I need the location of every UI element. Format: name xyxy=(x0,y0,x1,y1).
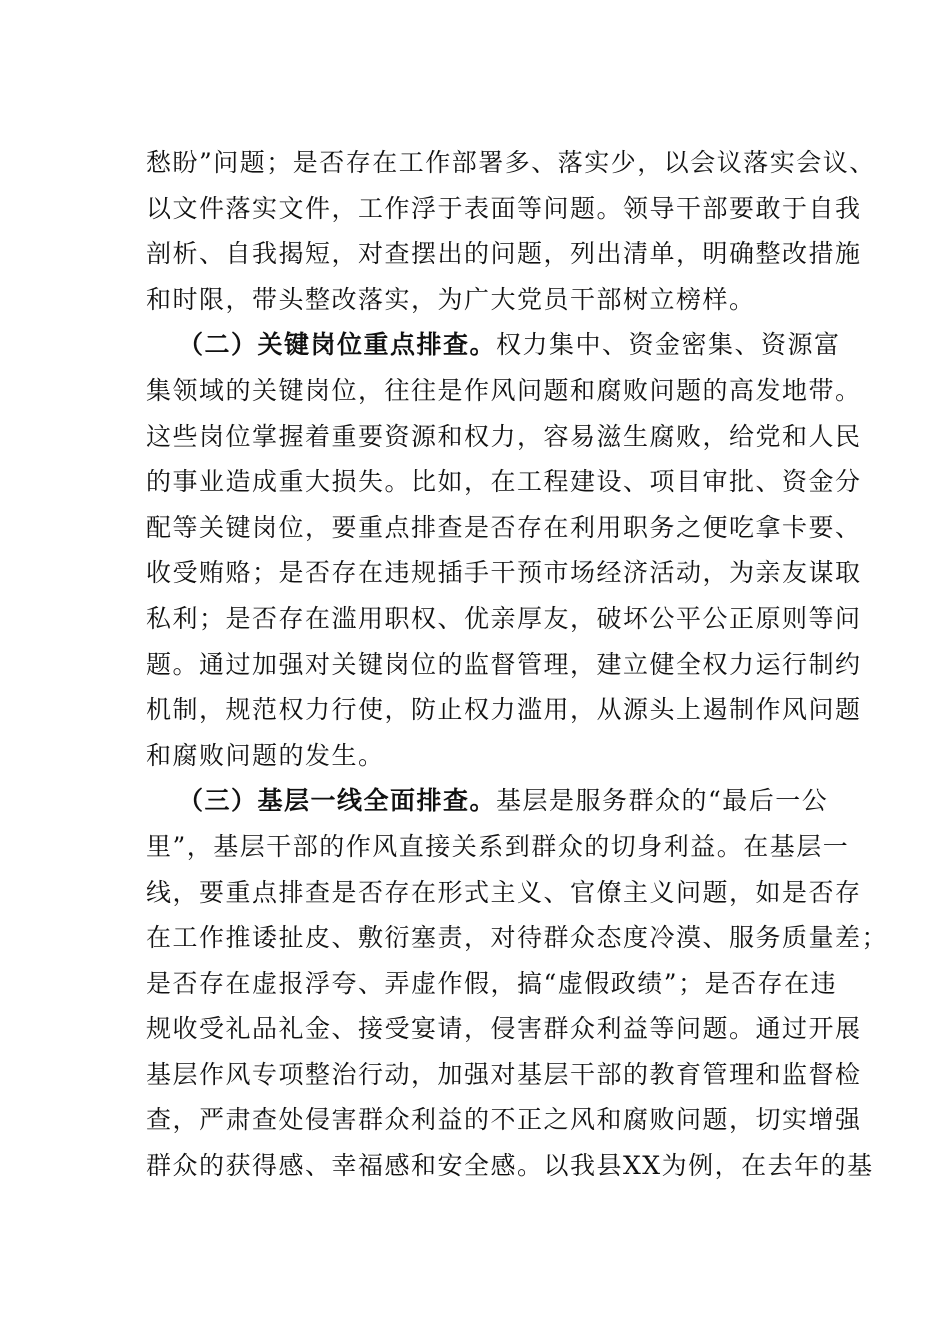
paragraph-section-2 xyxy=(146,322,866,778)
text-line: 的事业造成重大损失。比如，在工程建设、项目审批、资金分 xyxy=(146,467,862,497)
text-line-first xyxy=(146,778,866,824)
text-run: 基层是服务群众的“最后一公 xyxy=(496,786,829,816)
text-line: 里”，基层干部的作风直接关系到群众的切身利益。在基层一 xyxy=(146,831,850,861)
section-heading: （二）关键岗位重点排查。 xyxy=(178,330,497,360)
text-line: 和腐败问题的发生。 xyxy=(146,740,385,770)
text-line: 线，要重点排查是否存在形式主义、官僚主义问题，如是否存 xyxy=(146,877,862,907)
text-line: 愁盼”问题；是否存在工作部署多、落实少，以会议落实会议、 xyxy=(146,148,876,177)
text-line: 收受贿赂；是否存在违规插手干预市场经济活动，为亲友谋取 xyxy=(146,558,862,588)
text-line: 私利；是否存在滥用职权、优亲厚友，破坏公平公正原则等问 xyxy=(146,603,862,633)
text-line: 集领域的关键岗位，往往是作风问题和腐败问题的高发地带。 xyxy=(146,375,862,405)
text-line: 群众的获得感、幸福感和安全感。以我县XX为例，在去年的基 xyxy=(146,1151,874,1181)
text-line: 以文件落实文件，工作浮于表面等问题。领导干部要敢于自我 xyxy=(146,193,862,223)
text-line: 题。通过加强对关键岗位的监督管理，建立健全权力运行制约 xyxy=(146,649,862,679)
paragraph-section-3 xyxy=(146,778,889,1188)
text-run: 权力集中、资金密集、资源富 xyxy=(496,330,841,360)
text-line: 是否存在虚报浮夸、弄虚作假，搞“虚假政绩”；是否存在违 xyxy=(146,968,838,998)
text-line: 配等关键岗位，要重点排查是否存在利用职务之便吃拿卡要、 xyxy=(146,512,862,542)
paragraph-continuation xyxy=(146,140,876,322)
text-line: 规收受礼品礼金、接受宴请，侵害群众利益等问题。通过开展 xyxy=(146,1014,862,1044)
text-line: 查，严肃查处侵害群众利益的不正之风和腐败问题，切实增强 xyxy=(146,1105,862,1135)
section-heading: （三）基层一线全面排查。 xyxy=(178,786,497,816)
text-line-first xyxy=(146,322,866,368)
text-line: 机制，规范权力行使，防止权力滥用，从源头上遏制作风问题 xyxy=(146,695,862,725)
body-text xyxy=(146,140,889,1189)
text-line: 在工作推诿扯皮、敷衍塞责，对待群众态度冷漠、服务质量差； xyxy=(146,923,889,953)
text-line: 基层作风专项整治行动，加强对基层干部的教育管理和监督检 xyxy=(146,1059,862,1089)
text-line: 剖析、自我揭短，对查摆出的问题，列出清单，明确整改措施 xyxy=(146,239,862,269)
text-line: 和时限，带头整改落实，为广大党员干部树立榜样。 xyxy=(146,284,756,314)
text-line: 这些岗位掌握着重要资源和权力，容易滋生腐败，给党和人民 xyxy=(146,421,862,451)
